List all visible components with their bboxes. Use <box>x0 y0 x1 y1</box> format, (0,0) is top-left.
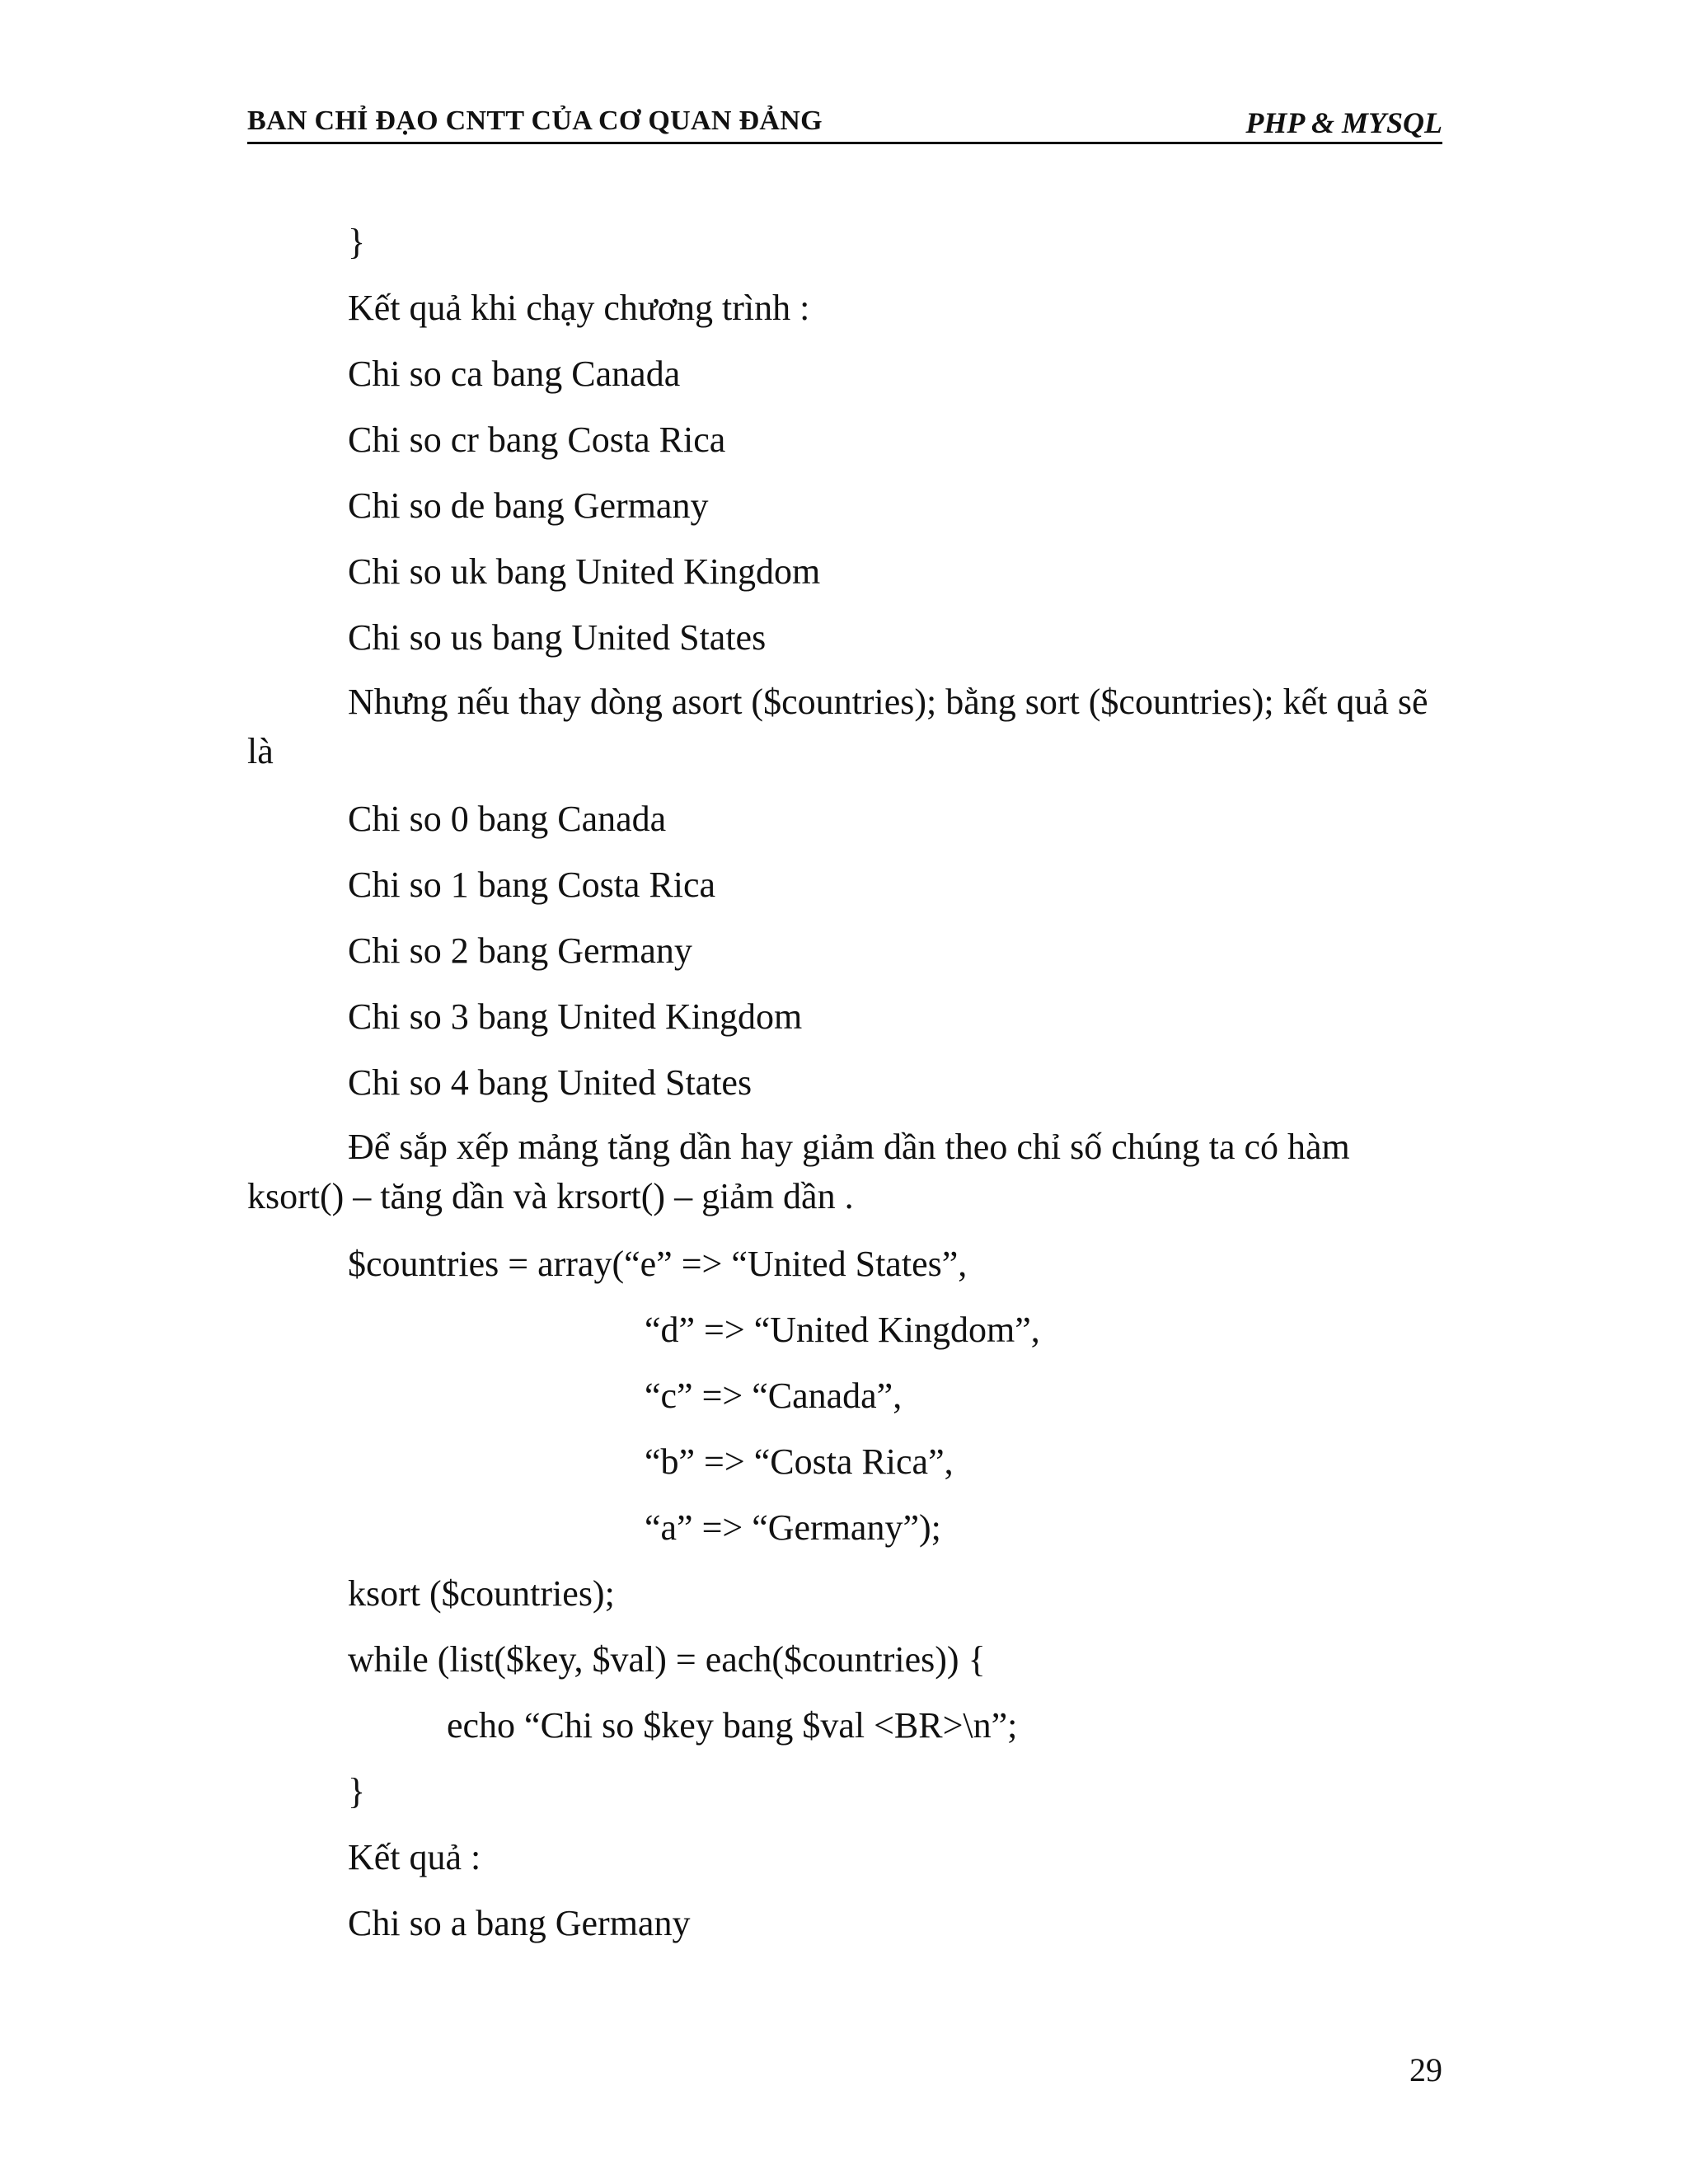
header-organization: BAN CHỈ ĐẠO CNTT CỦA CƠ QUAN ĐẢNG <box>247 105 823 136</box>
output-line: Chi so cr bang Costa Rica <box>348 419 726 460</box>
output-line: Chi so 4 bang United States <box>348 1062 753 1103</box>
code-line: echo “Chi so $key bang $val <BR>\n”; <box>447 1705 1018 1746</box>
output-line: Chi so 0 bang Canada <box>348 799 667 839</box>
output-line: Chi so ca bang Canada <box>348 354 681 394</box>
code-line: while (list($key, $val) = each($countries)) { <box>348 1639 986 1680</box>
output-line: Chi so 3 bang United Kingdom <box>348 996 803 1037</box>
code-line: “d” => “United Kingdom”, <box>645 1310 1040 1350</box>
output-line: Chi so 2 bang Germany <box>348 930 692 971</box>
page-number: 29 <box>1409 2051 1442 2088</box>
header-book-title: PHP & MYSQL <box>1245 106 1442 139</box>
code-line: “a” => “Germany”); <box>645 1507 941 1548</box>
paragraph: Nhưng nếu thay dòng asort ($countries); bằng sort ($countries); kết quả sẽ là <box>247 682 1428 771</box>
text-line: Kết quả khi chạy chương trình : <box>348 288 810 328</box>
output-line: Chi so uk bang United Kingdom <box>348 551 821 592</box>
code-line: “c” => “Canada”, <box>645 1376 903 1416</box>
code-line: } <box>348 1771 366 1811</box>
page-body <box>247 216 1442 1963</box>
output-line: Chi so a bang Germany <box>348 1903 691 1943</box>
paragraph: Để sắp xếp mảng tăng dần hay giảm dần theo chỉ số chúng ta có hàm ksort() – tăng dần và krsort() – giảm dần . <box>247 1127 1350 1216</box>
running-header <box>247 105 1442 144</box>
output-line: Chi so 1 bang Costa Rica <box>348 865 716 905</box>
code-line: ksort ($countries); <box>348 1573 615 1614</box>
text-line: Kết quả : <box>348 1837 481 1877</box>
code-line: $countries = array(“e” => “United States”, <box>348 1244 968 1284</box>
code-line: } <box>348 222 366 262</box>
output-line: Chi so us bang United States <box>348 617 767 658</box>
code-line: “b” => “Costa Rica”, <box>645 1441 954 1482</box>
output-line: Chi so de bang Germany <box>348 485 709 526</box>
